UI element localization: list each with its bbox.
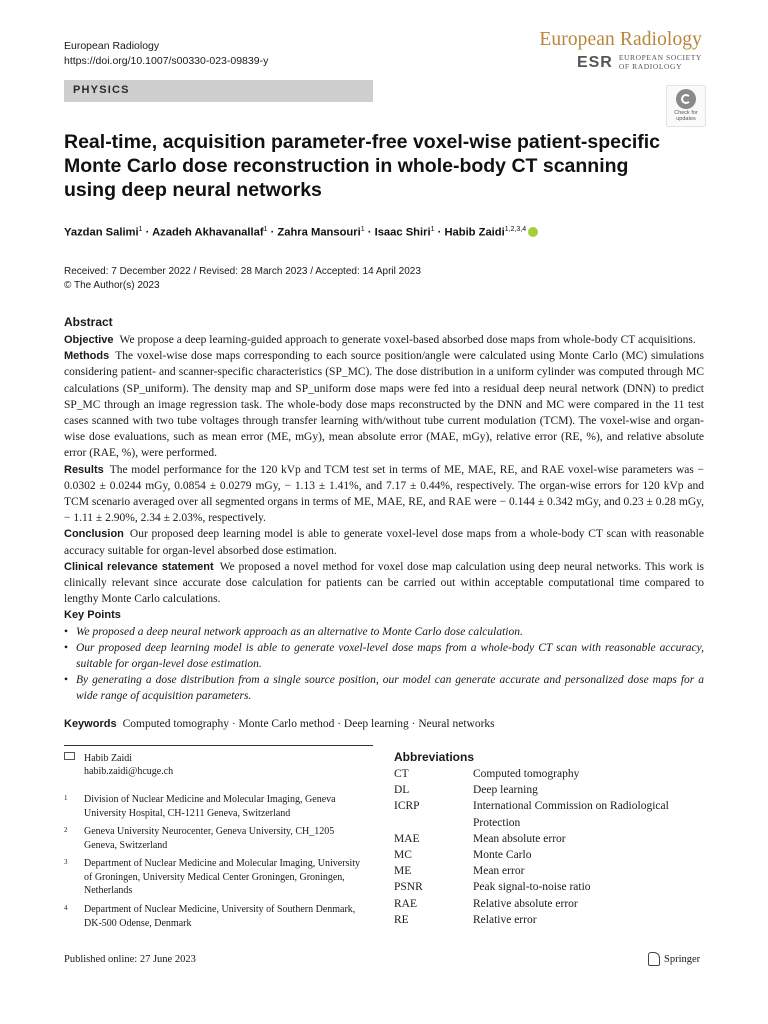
abbreviation-row <box>394 896 714 912</box>
abbreviation-definition: Mean error <box>473 865 525 878</box>
abbreviation-term: RE <box>394 913 409 926</box>
abstract-heading: Abstract <box>64 315 113 329</box>
abbreviation-definition: Relative absolute error <box>473 897 578 910</box>
abbreviations-heading: Abbreviations <box>394 750 475 764</box>
esr-logo-block <box>539 54 702 71</box>
abbreviation-term: MC <box>394 849 412 862</box>
abstract-relevance <box>64 559 704 608</box>
affiliation <box>64 825 364 852</box>
author-name: Azadeh Akhavanallaf <box>152 226 264 239</box>
abbreviation-row <box>394 912 714 928</box>
abbreviation-row <box>394 863 714 879</box>
author-affiliation-marker: 1 <box>138 226 143 233</box>
abstract-body <box>64 332 704 705</box>
society-line-1: EUROPEAN SOCIETY <box>618 53 702 62</box>
author-affiliation-marker: 1 <box>263 226 268 233</box>
updates-icon <box>676 89 696 109</box>
objective-text: We propose a deep learning-guided approach to generate voxel-based absorbed dose maps from whole-body CT acquisitions. <box>119 334 696 346</box>
abstract-objective <box>64 332 704 348</box>
brand-title: European Radiology <box>539 29 702 50</box>
abbreviations-table <box>394 766 714 928</box>
keywords-label: Keywords <box>64 718 117 730</box>
abbreviation-row <box>394 782 714 798</box>
society-name <box>619 54 702 71</box>
relevance-label: Clinical relevance statement <box>64 560 214 573</box>
updates-label <box>667 110 705 122</box>
affiliation-number: 2 <box>64 826 68 834</box>
footnote-divider <box>64 745 373 746</box>
author-list <box>64 226 704 239</box>
abstract-results <box>64 462 704 527</box>
affiliation <box>64 903 364 930</box>
check-for-updates-badge[interactable] <box>666 85 706 127</box>
keypoints-list <box>64 624 704 705</box>
article-title: Real-time, acquisition parameter-free voxel-wise patient-specific Monte Carlo dose reconstruction in whole-body CT scanning using deep neural networks <box>64 131 661 201</box>
journal-brand <box>539 29 702 71</box>
updates-line-1: Check for <box>674 110 698 116</box>
abbreviation-definition: Relative error <box>473 913 537 926</box>
abbreviation-row <box>394 798 714 830</box>
keypoint-item: • By generating a dose distribution from a single source position, our model can generate accurate and personalized dose maps for a wide range of acquisition parameters. <box>64 672 704 704</box>
society-line-2: OF RADIOLOGY <box>618 61 683 71</box>
author-name: Isaac Shiri <box>374 226 431 239</box>
author-name: Habib Zaidi <box>444 226 505 239</box>
affiliation-text: Geneva University Neurocenter, Geneva University, CH_1205 Geneva, Switzerland <box>84 826 335 851</box>
author-separator: · <box>267 226 278 239</box>
journal-name: European Radiology <box>64 40 160 52</box>
affiliation-number: 3 <box>64 858 68 866</box>
publisher-logo <box>648 952 700 966</box>
orcid-icon[interactable] <box>528 227 538 237</box>
abbreviation-definition: Deep learning <box>473 784 538 797</box>
published-date: Published online: 27 June 2023 <box>64 954 196 965</box>
springer-horse-icon <box>648 952 660 966</box>
abbreviation-row <box>394 879 714 895</box>
section-bar <box>64 80 373 102</box>
keypoint-item: • Our proposed deep learning model is able to generate voxel-level dose maps from a whole-body CT scan with reasonable accuracy, suitable for organ-level dose estimation. <box>64 640 704 672</box>
conclusion-text: Our proposed deep learning model is able to generate voxel-level dose maps from a whole-body CT scan with reasonable accuracy suitable for organ-level absorbed dose estimation. <box>64 528 704 557</box>
abbreviation-term: DL <box>394 784 410 797</box>
corresponding-author <box>64 752 173 778</box>
affiliation-text: Division of Nuclear Medicine and Molecular Imaging, Geneva University Hospital, CH-1211 Geneva, Switzerland <box>84 794 336 819</box>
author-affiliation-marker: 1,2,3,4 <box>504 226 527 233</box>
abbreviation-definition: Computed tomography <box>473 768 580 780</box>
objective-label: Objective <box>64 334 114 346</box>
abbreviation-term: CT <box>394 768 409 780</box>
methods-text: The voxel-wise dose maps corresponding to each source position/angle were calculated using Monte Carlo (MC) simulations considering patient- and scanner-specific characteristics (SP_MC). The dose distribution in a uniform cylinder was computed through MC calculations (SP_uniform). The density map and SP_uniform dose maps were fed into a residual deep neural network (DNN) to predict SP_MC through an image regression task. The whole-body dose maps reconstructed by the DNN and MC were compared in the 11 test cases scanned with two tube voltages through transfer learning with/without tube current modulation (TCM). The voxel-wise and organ-wise dose evaluations, such as mean error (ME, mGy), mean absolute error (MAE, mGy), relative error (RE, %), and relative absolute error (RAE, %), were performed. <box>64 350 704 460</box>
relevance-text: We proposed a novel method for voxel dose map calculation using deep neural networks. This work is clinically relevant since accurate dose calculation for patients can be carried out within acceptable computational time compared to lengthy Monte Carlo calculations. <box>64 560 704 606</box>
doi-link[interactable]: https://doi.org/10.1007/s00330-023-09839-y <box>64 55 269 67</box>
affiliation-text: Department of Nuclear Medicine, University of Southern Denmark, DK-500 Odense, Denmark <box>84 904 356 929</box>
affiliation-text: Department of Nuclear Medicine and Molecular Imaging, University of Groningen, University Medical Center Groningen, Groningen, Netherlands <box>84 858 361 896</box>
contact-email[interactable]: habib.zaidi@hcuge.ch <box>84 766 174 777</box>
results-text: The model performance for the 120 kVp and TCM test set in terms of ME, MAE, RE, and RAE voxel-wise parameters was − 0.0302 ± 0.0244 mGy, 0.0854 ± 0.0279 mGy, − 1.13 ± 1.41%, and 7.17 ± 0.44%, respectively. The organ-wise errors for 120 kVp and TCM scenario averaged over all segmented organs in terms of ME, MAE, RE, and RAE were − 0.144 ± 0.342 mGy, and 0.23 ± 0.28 mGy, − 1.11 ± 2.90%, 2.34 ± 2.03%, respectively. <box>64 463 704 525</box>
envelope-icon <box>64 752 75 760</box>
esr-logo: ESR <box>576 53 613 71</box>
keypoint-item: • We proposed a deep neural network approach as an alternative to Monte Carlo dose calculation. <box>64 624 704 640</box>
updates-line-2: updates <box>676 116 696 122</box>
author-affiliation-marker: 1 <box>430 226 435 233</box>
abbreviation-row <box>394 847 714 863</box>
abbreviation-term: ME <box>394 865 412 878</box>
affiliation <box>64 857 364 898</box>
abstract-conclusion <box>64 526 704 558</box>
author-separator: · <box>364 226 375 239</box>
abbreviation-term: MAE <box>394 832 420 845</box>
history-dates: Received: 7 December 2022 / Revised: 28 March 2023 / Accepted: 14 April 2023 <box>64 266 421 277</box>
abbreviation-row <box>394 831 714 847</box>
section-label: PHYSICS <box>73 84 130 96</box>
author-name: Zahra Mansouri <box>277 226 361 239</box>
author-separator: · <box>142 226 153 239</box>
keywords <box>64 718 495 730</box>
author-name: Yazdan Salimi <box>64 226 139 239</box>
abbreviation-row <box>394 766 714 782</box>
abstract-methods <box>64 348 704 461</box>
keywords-text: Computed tomography · Monte Carlo method · Deep learning · Neural networks <box>122 718 495 730</box>
author-separator: · <box>434 226 445 239</box>
abbreviation-term: ICRP <box>394 800 420 813</box>
abbreviation-definition: Mean absolute error <box>473 832 566 845</box>
contact-name: Habib Zaidi <box>84 753 133 764</box>
article-dates <box>64 265 421 293</box>
author-affiliation-marker: 1 <box>360 226 365 233</box>
abbreviation-term: PSNR <box>394 881 423 894</box>
affiliation-number: 1 <box>64 794 68 802</box>
results-label: Results <box>64 463 104 476</box>
keypoints-heading <box>64 607 704 623</box>
keypoints-label: Key Points <box>64 609 121 622</box>
abbreviation-definition: Peak signal-to-noise ratio <box>473 881 591 894</box>
methods-label: Methods <box>64 350 110 363</box>
affiliation <box>64 793 364 820</box>
affiliation-number: 4 <box>64 904 68 912</box>
abbreviation-definition: International Commission on Radiological Protection <box>473 800 669 829</box>
abbreviation-definition: Monte Carlo <box>473 849 532 862</box>
publisher-name: Springer <box>664 953 701 965</box>
conclusion-label: Conclusion <box>64 528 124 541</box>
abbreviation-term: RAE <box>394 897 417 910</box>
copyright: © The Author(s) 2023 <box>64 280 160 291</box>
